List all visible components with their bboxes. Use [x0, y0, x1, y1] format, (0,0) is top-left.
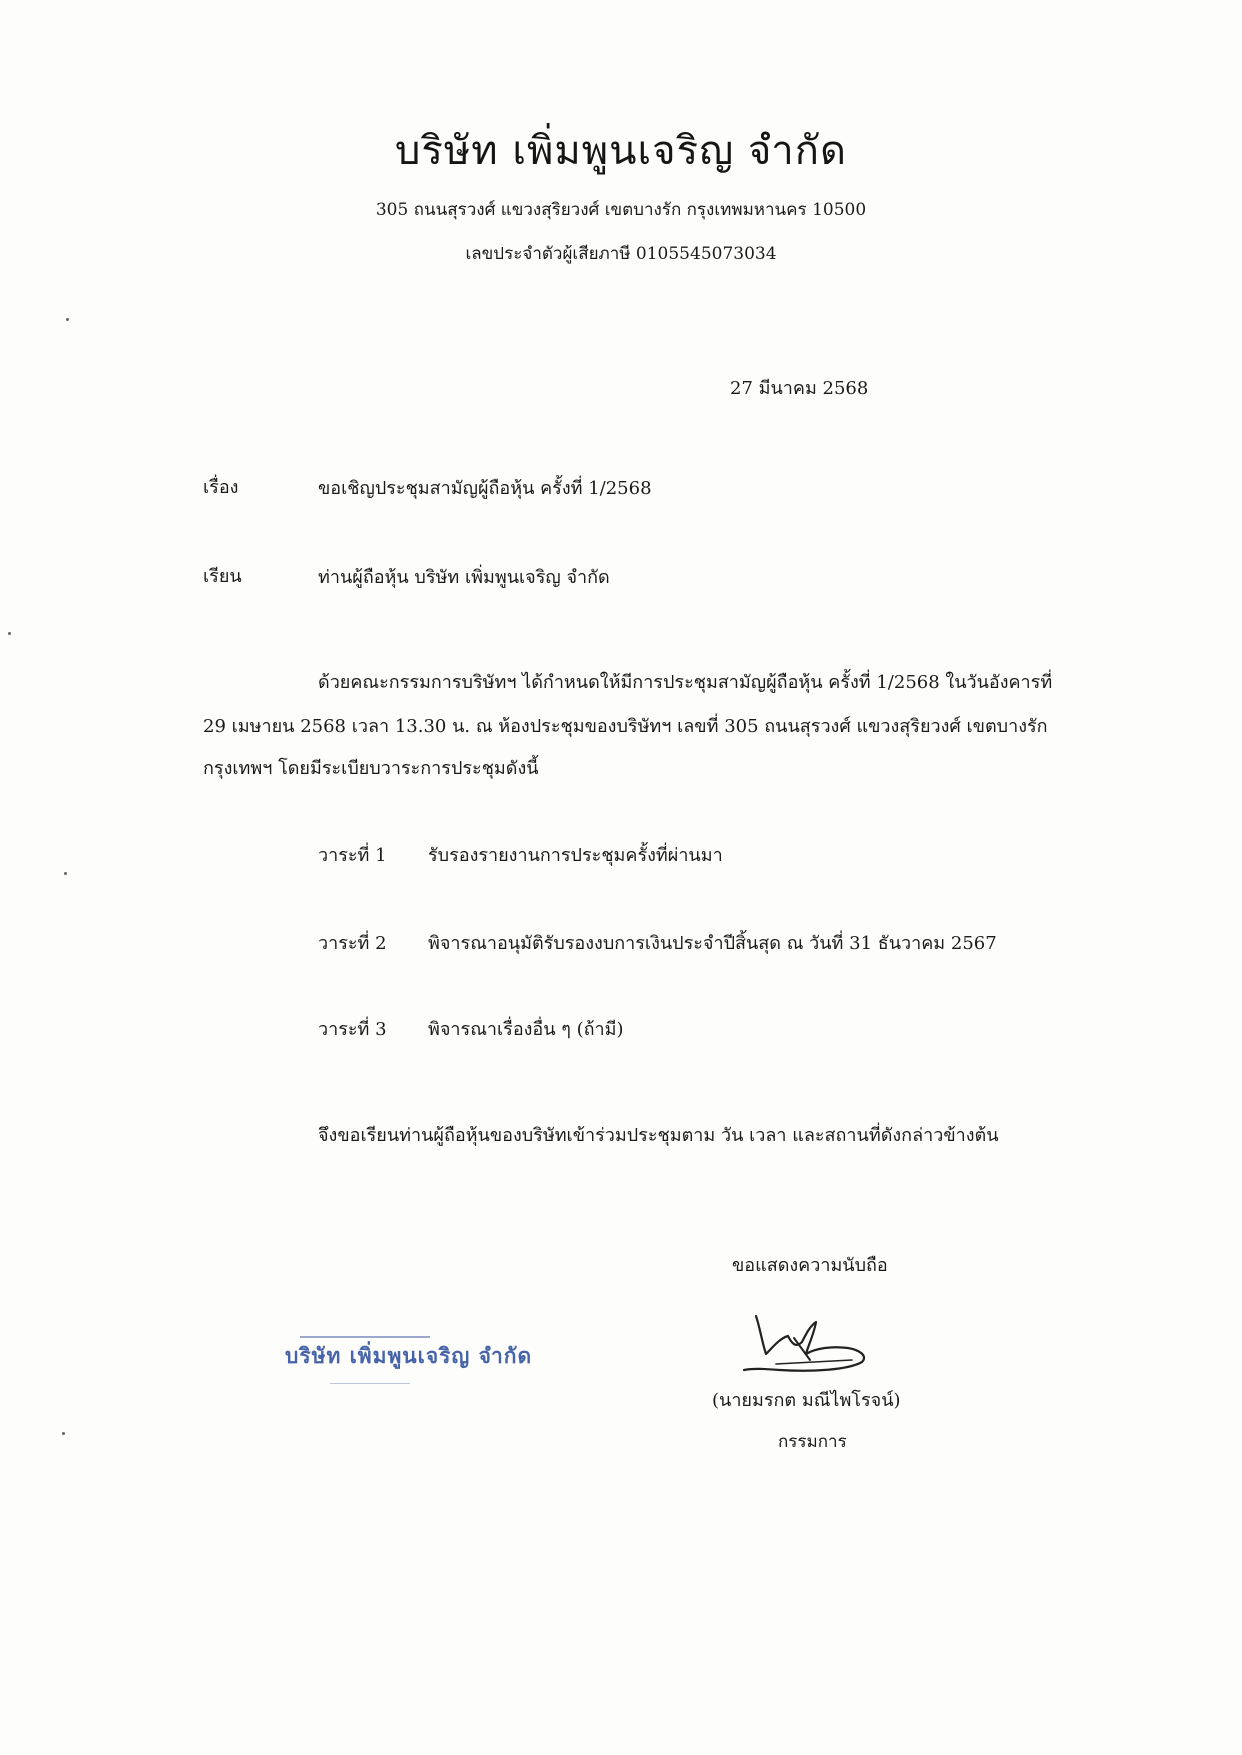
subject-label: เรื่อง	[203, 477, 239, 498]
scan-speck	[64, 872, 67, 875]
letter-date: 27 มีนาคม 2568	[730, 378, 869, 399]
scan-speck	[62, 1432, 65, 1435]
closing-paragraph: จึงขอเรียนท่านผู้ถือหุ้นของบริษัทเข้าร่วมประชุมตาม วัน เวลา และสถานที่ดังกล่าวข้างต้น	[318, 1125, 999, 1146]
company-address: 305 ถนนสุรวงศ์ แขวงสุริยวงศ์ เขตบางรัก กรุงเทพมหานคร 10500	[375, 200, 867, 220]
agenda-item-2-label: วาระที่ 2	[318, 933, 387, 954]
recipient-label: เรียน	[203, 566, 242, 587]
company-name: บริษัท เพิ่มพูนเจริญ จำกัด	[395, 128, 847, 174]
agenda-item-1-text: รับรองรายงานการประชุมครั้งที่ผ่านมา	[428, 845, 723, 866]
signature-icon	[736, 1308, 876, 1388]
agenda-item-2-text: พิจารณาอนุมัติรับรองงบการเงินประจำปีสิ้นสุด ณ วันที่ 31 ธันวาคม 2567	[428, 933, 997, 954]
tax-id: เลขประจำตัวผู้เสียภาษี 0105545073034	[465, 244, 777, 264]
stamp-line-top	[300, 1336, 430, 1338]
signer-name: (นายมรกต มณีไพโรจน์)	[712, 1390, 901, 1411]
recipient-text: ท่านผู้ถือหุ้น บริษัท เพิ่มพูนเจริญ จำกัด	[318, 567, 610, 588]
body-line-1: ด้วยคณะกรรมการบริษัทฯ ได้กำหนดให้มีการประชุมสามัญผู้ถือหุ้น ครั้งที่ 1/2568 ในวันอังคารที่	[318, 672, 1053, 693]
stamp-line-bottom	[330, 1383, 410, 1384]
agenda-item-3-text: พิจารณาเรื่องอื่น ๆ (ถ้ามี)	[428, 1019, 624, 1040]
body-line-3: กรุงเทพฯ โดยมีระเบียบวาระการประชุมดังนี้	[203, 758, 539, 779]
regards-text: ขอแสดงความนับถือ	[732, 1255, 888, 1276]
scan-speck	[66, 318, 69, 321]
signer-title: กรรมการ	[778, 1432, 847, 1452]
company-stamp: บริษัท เพิ่มพูนเจริญ จำกัด	[285, 1343, 533, 1368]
agenda-item-1-label: วาระที่ 1	[318, 845, 387, 866]
agenda-item-3-label: วาระที่ 3	[318, 1019, 387, 1040]
subject-text: ขอเชิญประชุมสามัญผู้ถือหุ้น ครั้งที่ 1/2568	[318, 478, 652, 499]
body-line-2: 29 เมษายน 2568 เวลา 13.30 น. ณ ห้องประชุมของบริษัทฯ เลขที่ 305 ถนนสุรวงศ์ แขวงสุริยวงศ์ เขตบางรัก	[203, 716, 1048, 737]
scan-speck	[8, 632, 11, 635]
